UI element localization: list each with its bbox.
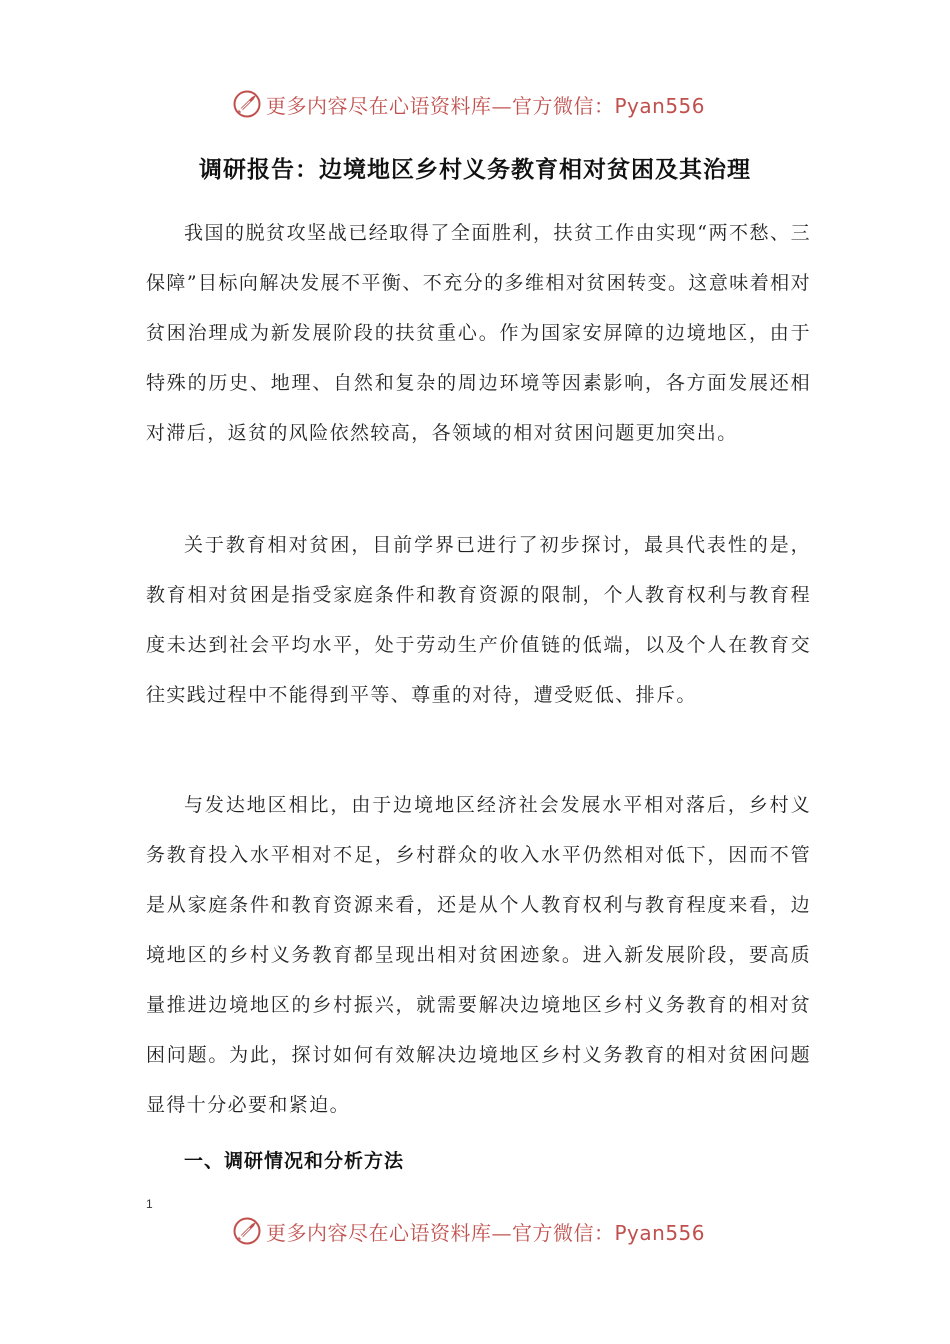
wechat-id: Pyan556 — [614, 1220, 706, 1245]
document-title: 调研报告：边境地区乡村义务教育相对贫困及其治理 — [199, 157, 751, 183]
watermark-text: 更多内容尽在心语资料库—官方微信：Pyan556 — [266, 93, 706, 118]
pen-nib-logo-icon — [232, 1216, 262, 1246]
page-number: 1 — [146, 1197, 153, 1211]
header-watermark-banner — [0, 84, 950, 124]
footer-watermark-banner — [0, 1211, 950, 1251]
paragraph-1: 我国的脱贫攻坚战已经取得了全面胜利，扶贫工作由实现“两不愁、三保障”目标向解决发展不平衡、不充分的多维相对贫困转变。这意味着相对贫困治理成为新发展阶段的扶贫重心。作为国家安屏障的边境地区，由于特殊的历史、地理、自然和复杂的周边环境等因素影响，各方面发展还相对滞后，返贫的风险依然较高，各领域的相对贫困问题更加突出。 — [146, 222, 811, 444]
paragraph-2: 关于教育相对贫困，目前学界已进行了初步探讨，最具代表性的是，教育相对贫困是指受家庭条件和教育资源的限制，个人教育权利与教育程度未达到社会平均水平，处于劳动生产价值链的低端，以及个人在教育交往实践过程中不能得到平等、尊重的对待，遭受贬低、排斥。 — [146, 534, 811, 706]
section-heading: 一、调研情况和分析方法 — [184, 1150, 405, 1172]
wechat-id: Pyan556 — [614, 93, 706, 118]
watermark-text: 更多内容尽在心语资料库—官方微信：Pyan556 — [266, 1220, 706, 1245]
pen-nib-logo-icon — [232, 89, 262, 119]
paragraph-3: 与发达地区相比，由于边境地区经济社会发展水平相对落后，乡村义务教育投入水平相对不足，乡村群众的收入水平仍然相对低下，因而不管是从家庭条件和教育资源来看，还是从个人教育权利与教育程度来看，边境地区的乡村义务教育都呈现出相对贫困迹象。进入新发展阶段，要高质量推进边境地区的乡村振兴，就需要解决边境地区乡村义务教育的相对贫困问题。为此，探讨如何有效解决边境地区乡村义务教育的相对贫困问题显得十分必要和紧迫。 — [146, 794, 811, 1116]
